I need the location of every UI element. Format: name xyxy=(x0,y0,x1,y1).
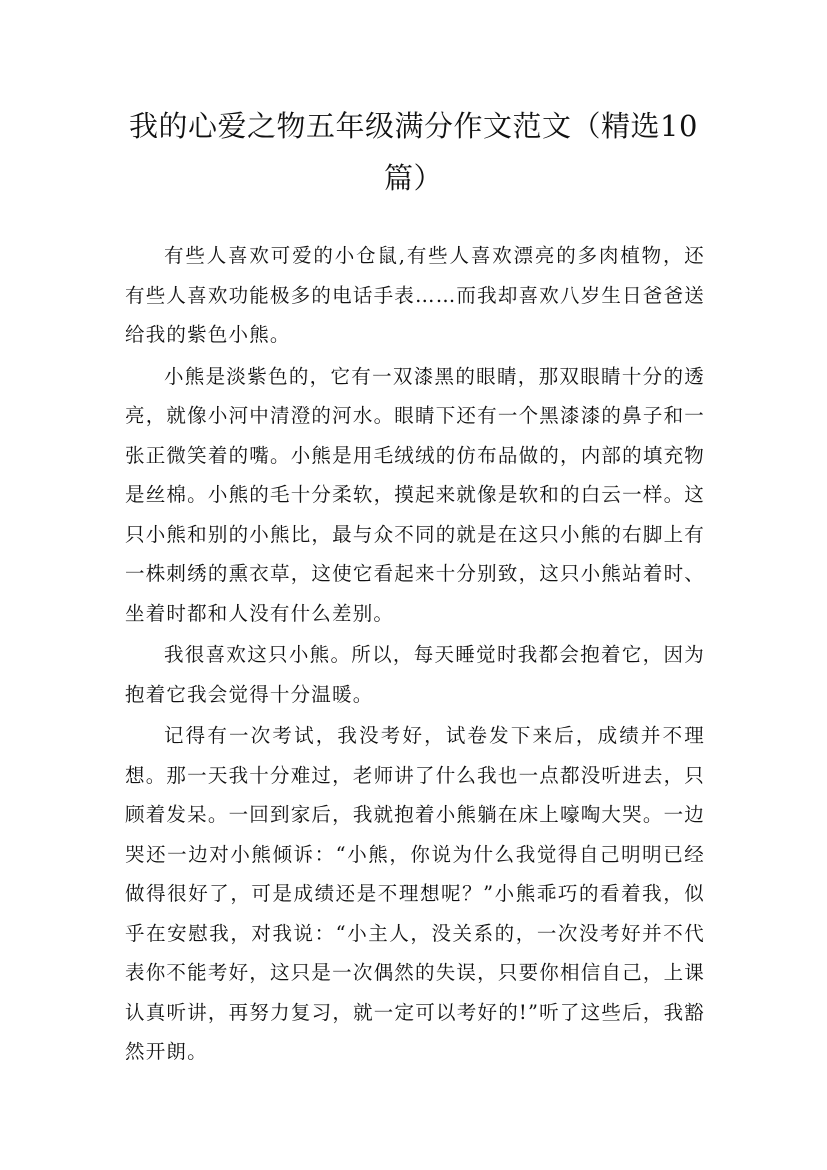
paragraph-4: 记得有一次考试，我没考好，试卷发下来后，成绩并不理想。那一天我十分难过，老师讲了什么我也一点都没听进去，只顾着发呆。一回到家后，我就抱着小熊躺在床上嚎啕大哭。一边哭还一边对小熊倾诉：“小熊，你说为什么我觉得自己明明已经做得很好了，可是成绩还是不理想呢？”小熊乖巧的看着我，似乎在安慰我，对我说：“小主人，没关系的，一次没考好并不代表你不能考好，这只是一次偶然的失误，只要你相信自己，上课认真听讲，再努力复习，就一定可以考好的!”听了这些后，我豁然开朗。 xyxy=(125,724,705,1063)
paragraph-1: 有些人喜欢可爱的小仓鼠,有些人喜欢漂亮的多肉植物，还有些人喜欢功能极多的电话手表……而我却喜欢八岁生日爸爸送给我的紫色小熊。 xyxy=(125,244,705,346)
document-title: 我的心爱之物五年级满分作文范文（精选10篇） xyxy=(129,109,698,195)
paragraph-2: 小熊是淡紫色的，它有一双漆黑的眼睛，那双眼睛十分的透亮，就像小河中清澄的河水。眼睛下还有一个黑漆漆的鼻子和一张正微笑着的嘴。小熊是用毛绒绒的仿布品做的，内部的填充物是丝棉。小熊的毛十分柔软，摸起来就像是软和的白云一样。这只小熊和别的小熊比，最与众不同的就是在这只小熊的右脚上有一株刺绣的熏衣草，这使它看起来十分别致，这只小熊站着时、坐着时都和人没有什么差别。 xyxy=(125,364,705,625)
paragraph-3: 我很喜欢这只小熊。所以，每天睡觉时我都会抱着它，因为抱着它我会觉得十分温暖。 xyxy=(125,643,705,706)
document-body xyxy=(125,236,705,1074)
